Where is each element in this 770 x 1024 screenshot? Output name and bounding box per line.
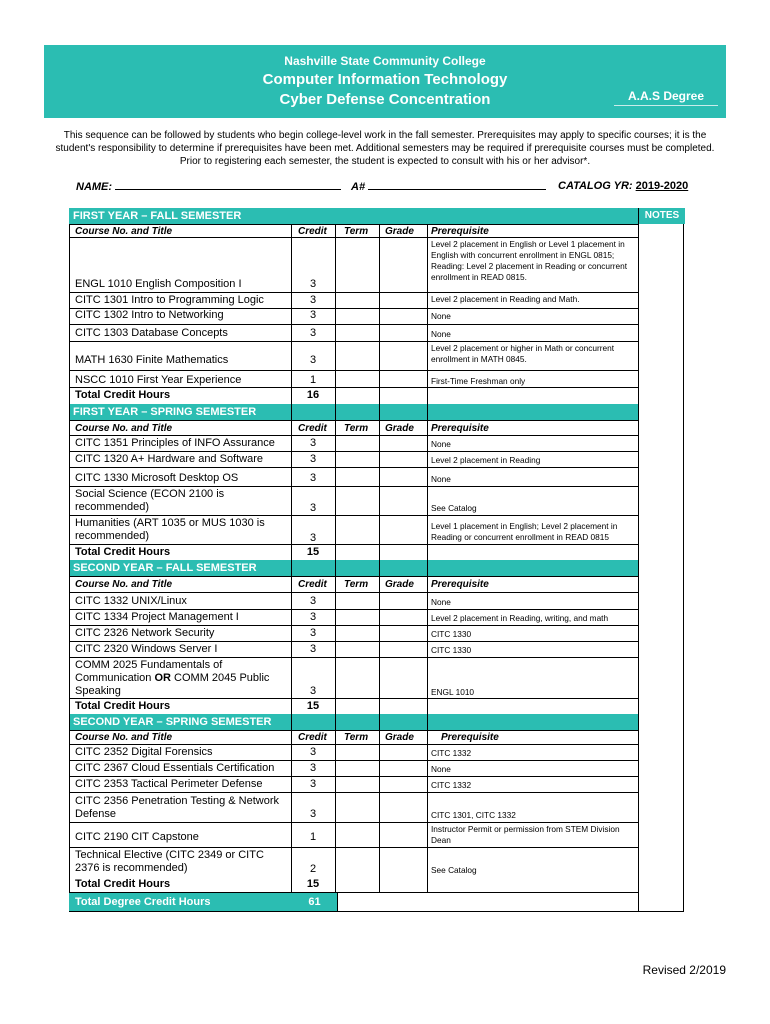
- col-course: Course No. and Title: [75, 732, 173, 743]
- course-prereq: Level 1 placement in English; Level 2 placement in Reading or concurrent enrollment in READ 0815: [431, 521, 618, 542]
- row-divider: [69, 308, 638, 309]
- course-credit: 2: [309, 863, 317, 875]
- course-title: Humanities (ART 1035 or MUS 1030 is recommended): [75, 517, 265, 542]
- col-grade: Grade: [385, 423, 414, 434]
- course-credit: 3: [309, 627, 317, 639]
- row-divider: [69, 467, 638, 468]
- intro-line-1: This sequence can be followed by students who begin college-level work in the fall semester. Prerequisites may apply to specific courses; it is the: [63, 130, 707, 141]
- catalog-year: 2019-2020: [635, 180, 689, 192]
- row-divider: [69, 657, 638, 658]
- col-divider: [379, 224, 380, 892]
- row-divider: [69, 576, 638, 577]
- course-title: CITC 1301 Intro to Programming Logic: [75, 294, 264, 306]
- course-prereq: First-Time Freshman only: [431, 376, 526, 386]
- row-divider: [69, 544, 638, 545]
- course-title-part: COMM 2045 Public Speaking: [75, 672, 270, 697]
- row-divider: [69, 760, 638, 761]
- course-title: CITC 1330 Microsoft Desktop OS: [75, 472, 239, 484]
- col-prereq: Prerequisite: [431, 579, 489, 590]
- col-credit: Credit: [298, 732, 327, 743]
- course-title: CITC 2190 CIT Capstone: [75, 831, 199, 843]
- col-credit: Credit: [298, 579, 327, 590]
- row-divider: [69, 435, 638, 436]
- id-field[interactable]: [351, 180, 546, 193]
- row-divider: [69, 744, 638, 745]
- total-credit-label: Total Credit Hours: [75, 700, 171, 712]
- total-credit-label: Total Credit Hours: [75, 546, 171, 558]
- course-title: Social Science (ECON 2100 is recommended): [75, 488, 225, 513]
- semester-header-year2-fall: SECOND YEAR – FALL SEMESTER: [69, 560, 638, 576]
- col-term: Term: [344, 579, 369, 590]
- name-input-line[interactable]: [115, 180, 341, 190]
- course-credit: 1: [309, 374, 317, 386]
- col-credit: Credit: [298, 226, 327, 237]
- concentration-title: Cyber Defense Concentration: [279, 91, 491, 108]
- course-prereq: None: [431, 311, 451, 321]
- course-prereq: CITC 1330: [431, 645, 472, 655]
- row-divider: [69, 451, 638, 452]
- col-course: Course No. and Title: [75, 423, 173, 434]
- course-prereq: None: [431, 329, 451, 339]
- course-credit: 3: [309, 502, 317, 514]
- row-divider: [69, 730, 638, 731]
- row-divider: [69, 515, 638, 516]
- course-prereq: ENGL 1010: [431, 687, 475, 697]
- program-title: Computer Information Technology: [262, 71, 508, 88]
- col-grade: Grade: [385, 732, 414, 743]
- col-term: Term: [344, 226, 369, 237]
- intro-text: [38, 129, 732, 168]
- semester-header-year1-fall: FIRST YEAR – FALL SEMESTER: [69, 208, 638, 224]
- course-credit: 3: [309, 685, 317, 697]
- row-divider: [69, 592, 638, 593]
- course-prereq: See Catalog: [431, 503, 477, 513]
- course-title: CITC 2353 Tactical Perimeter Defense: [75, 778, 263, 790]
- course-prereq: Level 2 placement in English or Level 1 placement in English with concurrent enrollment in ENGL 0815; Reading: Level 2 placement in Reading or concurrent enrollment in READ 0815.: [431, 239, 628, 282]
- row-divider: [69, 292, 638, 293]
- course-title: MATH 1630 Finite Mathematics: [75, 354, 229, 366]
- course-title-part: COMM 2025 Fundamentals of Communication: [75, 659, 223, 684]
- course-credit: 3: [309, 453, 317, 465]
- col-prereq: Prerequisite: [431, 423, 489, 434]
- course-credit: 3: [309, 643, 317, 655]
- id-label: A#: [351, 181, 366, 193]
- row-divider: [69, 822, 638, 823]
- course-prereq: Level 2 placement in Reading and Math.: [431, 294, 580, 304]
- col-credit: Credit: [298, 423, 327, 434]
- semester-header-year2-spring: SECOND YEAR – SPRING SEMESTER: [69, 714, 638, 730]
- row-divider: [69, 370, 638, 371]
- course-credit: 3: [309, 327, 317, 339]
- grand-total-label: Total Degree Credit Hours: [69, 893, 292, 911]
- row-divider: [69, 776, 638, 777]
- row-divider: [69, 698, 638, 699]
- course-title: NSCC 1010 First Year Experience: [75, 374, 242, 386]
- course-title: CITC 1334 Project Management I: [75, 611, 239, 623]
- notes-header: NOTES: [639, 208, 685, 224]
- col-divider: [69, 224, 70, 912]
- course-prereq: None: [431, 439, 451, 449]
- course-prereq: See Catalog: [431, 865, 477, 875]
- total-credit-value: 15: [306, 700, 320, 712]
- header-banner: [44, 45, 726, 118]
- name-label: NAME:: [76, 181, 113, 193]
- course-credit: 3: [309, 309, 317, 321]
- course-credit: 3: [309, 595, 317, 607]
- col-divider: [337, 892, 338, 912]
- course-sheet: [69, 208, 684, 912]
- total-credit-value: 15: [306, 546, 320, 558]
- col-grade: Grade: [385, 579, 414, 590]
- col-course: Course No. and Title: [75, 226, 173, 237]
- catalog-field: [558, 180, 688, 192]
- revised-date: Revised 2/2019: [642, 963, 726, 977]
- row-divider: [69, 420, 638, 421]
- col-divider: [335, 224, 336, 892]
- course-prereq: Level 2 placement in Reading: [431, 455, 541, 465]
- course-credit: 3: [309, 294, 317, 306]
- row-divider: [69, 792, 638, 793]
- course-credit: 3: [309, 746, 317, 758]
- col-term: Term: [344, 423, 369, 434]
- col-prereq: Prerequisite: [431, 226, 489, 237]
- total-credit-value: 15: [306, 878, 320, 890]
- row-divider: [69, 625, 638, 626]
- row-divider: [69, 341, 638, 342]
- total-credit-label: Total Credit Hours: [75, 878, 171, 890]
- course-credit: 3: [309, 278, 317, 290]
- college-name: Nashville State Community College: [284, 54, 486, 68]
- degree-label: A.A.S Degree: [614, 89, 718, 106]
- course-credit: 3: [309, 437, 317, 449]
- course-title: CITC 1332 UNIX/Linux: [75, 595, 187, 607]
- intro-line-3: Prior to registering each semester, the student is expected to consult with his or her advisor*.: [179, 156, 591, 167]
- course-prereq: None: [431, 474, 451, 484]
- course-prereq: CITC 1330: [431, 629, 472, 639]
- row-divider: [69, 324, 638, 325]
- course-credit: 3: [309, 762, 317, 774]
- course-credit: 3: [309, 808, 317, 820]
- course-prereq: None: [431, 597, 451, 607]
- course-prereq: CITC 1301, CITC 1332: [431, 810, 516, 820]
- course-title: Technical Elective (CITC 2349 or CITC 2376 is recommended): [75, 849, 264, 874]
- course-title: CITC 1351 Principles of INFO Assurance: [75, 437, 275, 449]
- course-credit: 3: [309, 532, 317, 544]
- row-divider: [69, 609, 638, 610]
- col-divider: [291, 224, 292, 912]
- course-title: ENGL 1010 English Composition I: [75, 278, 242, 290]
- course-credit: 3: [309, 354, 317, 366]
- course-prereq: CITC 1332: [431, 748, 472, 758]
- course-credit: 1: [309, 831, 317, 843]
- row-divider: [69, 224, 638, 225]
- row-divider: [69, 387, 638, 388]
- course-credit: 3: [309, 472, 317, 484]
- course-title: CITC 1320 A+ Hardware and Software: [75, 453, 264, 465]
- course-title: CITC 2367 Cloud Essentials Certification: [75, 762, 275, 774]
- row-divider: [69, 641, 638, 642]
- row-divider: [69, 237, 638, 238]
- total-credit-label: Total Credit Hours: [75, 389, 171, 401]
- intro-line-2: student's responsibility to determine if prerequisites have been met. Additional semesters may be required if prerequisite courses must be completed.: [55, 143, 715, 154]
- course-title: CITC 2356 Penetration Testing & Network Defense: [75, 795, 280, 820]
- col-course: Course No. and Title: [75, 579, 173, 590]
- course-credit: 3: [309, 611, 317, 623]
- col-divider: [427, 224, 428, 892]
- course-credit: 3: [309, 778, 317, 790]
- course-prereq: Instructor Permit or permission from STEM Division Dean: [431, 824, 620, 845]
- total-credit-value: 16: [306, 389, 320, 401]
- course-prereq: Level 2 placement or higher in Math or concurrent enrollment in MATH 0845.: [431, 343, 615, 364]
- col-grade: Grade: [385, 226, 414, 237]
- course-prereq: CITC 1332: [431, 780, 472, 790]
- course-title: CITC 2352 Digital Forensics: [75, 746, 213, 758]
- catalog-label: CATALOG YR:: [558, 180, 633, 192]
- course-title: CITC 2320 Windows Server I: [75, 643, 218, 655]
- row-divider: [69, 911, 638, 912]
- col-term: Term: [344, 732, 369, 743]
- course-title: [75, 659, 287, 698]
- course-prereq: Level 2 placement in Reading, writing, and math: [431, 613, 609, 623]
- course-prereq: None: [431, 764, 451, 774]
- course-title: CITC 2326 Network Security: [75, 627, 215, 639]
- notes-column[interactable]: [638, 208, 684, 912]
- course-title: CITC 1302 Intro to Networking: [75, 309, 224, 321]
- semester-header-year1-spring: FIRST YEAR – SPRING SEMESTER: [69, 404, 638, 420]
- name-field[interactable]: [76, 180, 341, 193]
- id-input-line[interactable]: [368, 180, 546, 190]
- course-title: CITC 1303 Database Concepts: [75, 327, 228, 339]
- course-or-connector: OR: [154, 672, 171, 684]
- col-prereq: Prerequisite: [441, 732, 499, 743]
- grand-total-value: 61: [292, 893, 337, 911]
- row-divider: [69, 847, 638, 848]
- row-divider: [69, 486, 638, 487]
